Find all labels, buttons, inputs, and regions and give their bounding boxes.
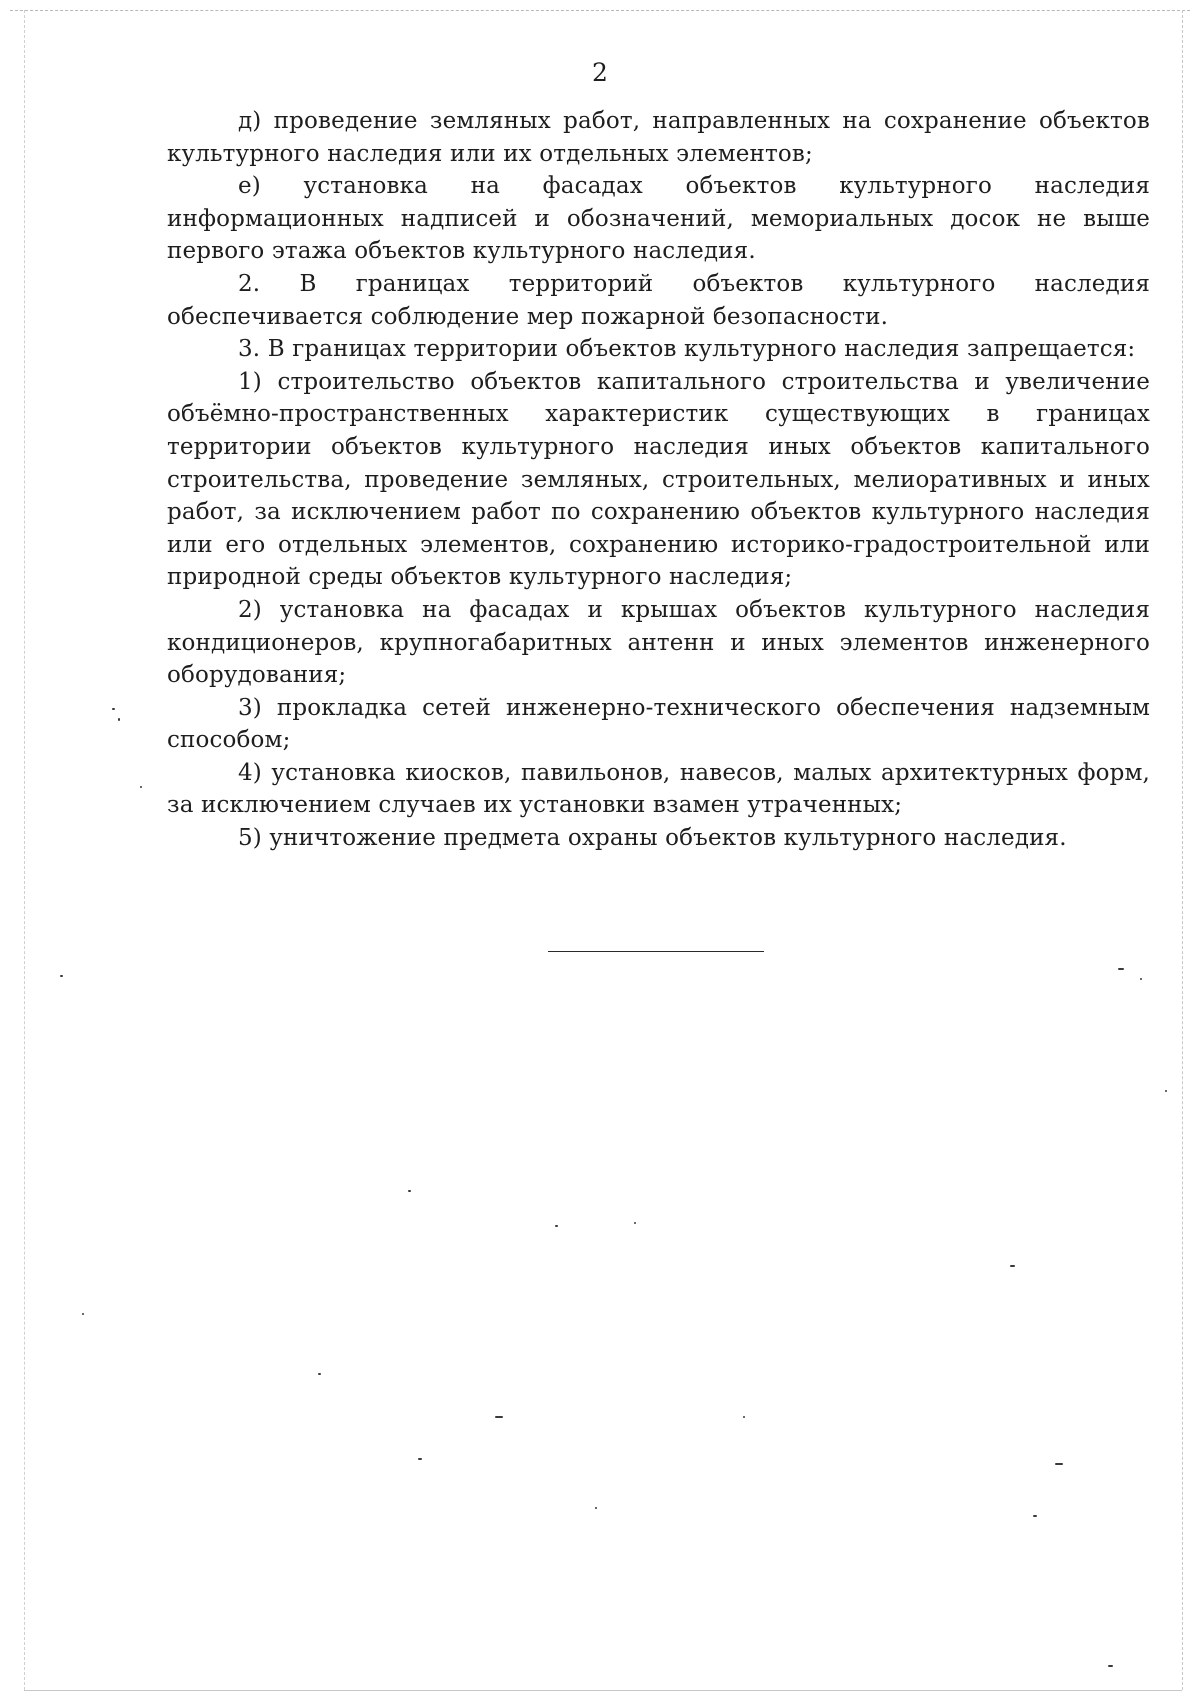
scan-speck <box>408 1190 411 1192</box>
scan-edge-bottom <box>24 1690 1182 1691</box>
scan-speck <box>743 1416 745 1418</box>
scan-speck <box>595 1507 597 1509</box>
paragraph-clause-2: 2. В границах территорий объектов культурного наследия обеспечивается соблюдение мер пожарной безопасности. <box>167 270 1150 330</box>
scan-speck <box>1010 1265 1015 1267</box>
scan-speck <box>555 1225 558 1227</box>
paragraph-prohibition-4: 4) установка киосков, павильонов, навесов, малых архитектурных форм, за исключением случаев их установки взамен утраченных; <box>167 759 1150 819</box>
paragraph-prohibition-3: 3) прокладка сетей инженерно-технического обеспечения надземным способом; <box>167 694 1150 754</box>
scan-speck <box>60 975 63 977</box>
scan-speck <box>1055 1463 1063 1465</box>
document-body <box>167 105 1150 855</box>
scan-speck <box>118 718 120 721</box>
scan-edge-top <box>10 10 1190 11</box>
paragraph-prohibition-2: 2) установка на фасадах и крышах объектов культурного наследия кондиционеров, крупногабаритных антенн и иных элементов инженерного оборудования; <box>167 596 1150 689</box>
scan-speck <box>1165 1090 1167 1092</box>
scan-speck <box>112 708 115 710</box>
paragraph-clause-3: 3. В границах территории объектов культурного наследия запрещается: <box>238 336 1136 363</box>
scan-speck <box>1140 978 1142 980</box>
page-number: 2 <box>592 58 608 87</box>
scan-speck <box>495 1416 503 1418</box>
scan-edge-left <box>24 10 25 1690</box>
scan-speck <box>82 1313 84 1315</box>
paragraph-prohibition-1: 1) строительство объектов капитального строительства и увеличение объёмно-пространственных характеристик существующих в границах территории объектов культурного наследия иных объектов капитального строительства, проведение земляных, строительных, мелиоративных и иных работ, за исключением работ по сохранению объектов культурного наследия или его отдельных элементов, сохранению историко-градостроительной или природной среды объектов культурного наследия; <box>167 368 1150 591</box>
paragraph-item-e: е) установка на фасадах объектов культурного наследия информационных надписей и обозначений, мемориальных досок не выше первого этажа объектов культурного наследия. <box>167 173 1150 265</box>
scan-edge-right <box>1182 10 1183 1690</box>
scan-speck <box>1118 968 1124 970</box>
scan-speck <box>318 1373 321 1375</box>
paragraph-prohibition-5: 5) уничтожение предмета охраны объектов культурного наследия. <box>238 825 1067 852</box>
scan-speck <box>418 1458 422 1460</box>
scan-speck <box>1108 1665 1113 1667</box>
paragraph-item-d: д) проведение земляных работ, направленных на сохранение объектов культурного наследия или их отдельных элементов; <box>167 108 1150 167</box>
closing-divider <box>548 951 764 952</box>
scan-speck <box>140 786 142 788</box>
scan-speck <box>1033 1515 1037 1517</box>
scan-speck <box>634 1222 636 1224</box>
